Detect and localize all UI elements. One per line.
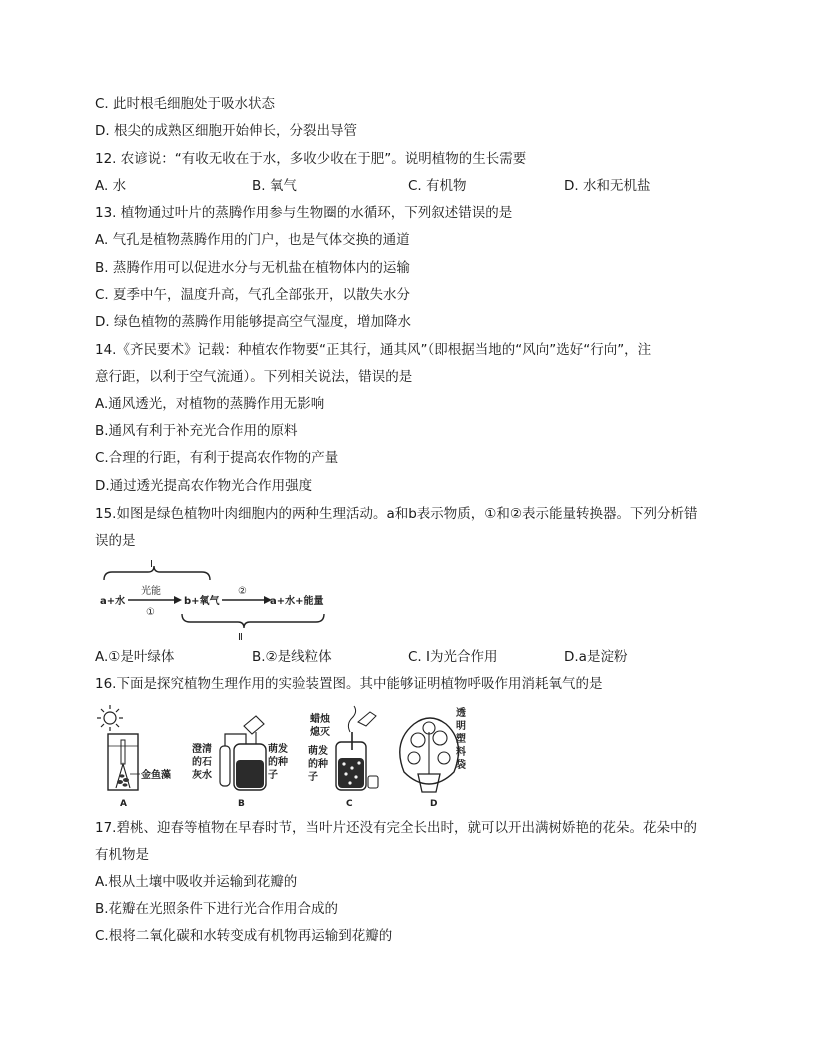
- arrow-1-bottom-label: ①: [146, 607, 155, 618]
- apparatus-a: [97, 705, 171, 809]
- label-goldfish-weed: 金鱼藻: [141, 770, 171, 781]
- apparatus-b: [192, 716, 288, 809]
- brace-ii: [182, 614, 324, 628]
- label-bag-3: 塑: [456, 734, 466, 745]
- hand-icon: [358, 712, 376, 726]
- q15-option-b: B.②是线粒体: [252, 649, 332, 665]
- q14-option-b: B.通风有利于补充光合作用的原料: [95, 423, 298, 439]
- brace-i: [104, 566, 210, 580]
- label-candle-1: 蜡烛: [310, 714, 330, 725]
- q12-option-b: B. 氧气: [252, 178, 297, 194]
- aquatic-plant-icon: [117, 774, 129, 786]
- label-seeds-c-1: 萌发: [308, 746, 328, 757]
- caption-a: A: [120, 799, 127, 809]
- q15-process-diagram: [98, 558, 338, 642]
- q13-option-b: B. 蒸腾作用可以促进水分与无机盐在植物体内的运输: [95, 260, 410, 276]
- middle-substances: b+氧气: [184, 596, 220, 607]
- label-seeds-c-3: 子: [308, 772, 318, 783]
- limewater-tube: [220, 746, 230, 786]
- left-substances: a+水: [100, 596, 126, 607]
- right-substances: a+水+能量: [270, 596, 324, 607]
- sun-icon: [97, 705, 123, 731]
- q14-stem-line2: 意行距，以利于空气流通）。下列相关说法，错误的是: [95, 369, 413, 385]
- q14-option-a: A.通风透光，对植物的蒸腾作用无影响: [95, 396, 325, 412]
- q17-stem-line2: 有机物是: [95, 847, 149, 863]
- q14-stem-line1: 14.《齐民要术》记载：种植农作物要“正其行，通其风”（即根据当地的“风向”选好“行向”，注: [95, 342, 652, 358]
- q12-option-d: D. 水和无机盐: [564, 178, 651, 194]
- q15-option-a: A.①是叶绿体: [95, 649, 175, 665]
- q11-option-c: C. 此时根毛细胞处于吸水状态: [95, 96, 276, 112]
- q12-option-a: A. 水: [95, 178, 127, 194]
- label-i: Ⅰ: [150, 559, 153, 570]
- jar-lid: [368, 776, 378, 788]
- q14-option-d: D.通过透光提高农作物光合作用强度: [95, 478, 313, 494]
- q12-stem: 12. 农谚说：“有收无收在于水，多收少收在于肥”。说明植物的生长需要: [95, 151, 527, 167]
- q17-stem-line1: 17.碧桃、迎春等植物在早春时节，当叶片还没有完全长出时，就可以开出满树娇艳的花朵。花朵中的: [95, 820, 697, 836]
- caption-d: D: [430, 799, 438, 809]
- arrow-2-top-label: ②: [238, 586, 247, 597]
- label-bag-1: 透: [456, 708, 466, 719]
- q17-option-c: C.根将二氧化碳和水转变成有机物再运输到花瓣的: [95, 928, 393, 944]
- label-bag-2: 明: [456, 721, 466, 732]
- q15-option-c: C. Ⅰ为光合作用: [408, 649, 498, 665]
- q11-option-d: D. 根尖的成熟区细胞开始伸长，分裂出导管: [95, 123, 357, 139]
- caption-b: B: [238, 799, 245, 809]
- q13-option-a: A. 气孔是植物蒸腾作用的门户，也是气体交换的通道: [95, 232, 410, 248]
- apparatus-d: [400, 706, 466, 809]
- label-limewater-3: 灰水: [192, 770, 212, 781]
- label-candle-2: 熄灭: [310, 727, 330, 738]
- label-seeds-b-2: 的种: [268, 757, 288, 768]
- q12-option-c: C. 有机物: [408, 178, 467, 194]
- q13-option-c: C. 夏季中午，温度升高，气孔全部张开，以散失水分: [95, 287, 411, 303]
- q16-apparatus-figure: [96, 702, 476, 810]
- apparatus-c: [308, 706, 378, 809]
- label-seeds-c-2: 的种: [308, 759, 328, 770]
- q17-option-a: A.根从土壤中吸收并运输到花瓣的: [95, 874, 298, 890]
- q13-option-d: D. 绿色植物的蒸腾作用能够提高空气湿度，增加降水: [95, 314, 411, 330]
- label-bag-5: 袋: [456, 760, 466, 771]
- arrow-1-top-label: 光能: [141, 586, 161, 597]
- label-ii: Ⅱ: [238, 632, 243, 642]
- smoke-icon: [348, 706, 355, 732]
- label-limewater-1: 澄清: [192, 744, 212, 755]
- q16-stem: 16.下面是探究植物生理作用的实验装置图。其中能够证明植物呼吸作用消耗氧气的是: [95, 676, 603, 692]
- q15-stem-line1: 15.如图是绿色植物叶肉细胞内的两种生理活动。a和b表示物质，①和②表示能量转换器。下列分析错: [95, 506, 698, 522]
- label-seeds-b-3: 子: [268, 770, 278, 781]
- q15-stem-line2: 误的是: [95, 533, 136, 549]
- label-seeds-b-1: 萌发: [268, 744, 288, 755]
- arrow-1-head: [174, 596, 182, 604]
- label-bag-4: 料: [456, 747, 466, 758]
- q15-option-d: D.a是淀粉: [564, 649, 628, 665]
- q13-stem: 13. 植物通过叶片的蒸腾作用参与生物圈的水循环，下列叙述错误的是: [95, 205, 513, 221]
- q14-option-c: C.合理的行距，有利于提高农作物的产量: [95, 450, 339, 466]
- label-limewater-2: 的石: [192, 757, 212, 768]
- pouring-funnel: [244, 716, 264, 734]
- caption-c: C: [346, 799, 353, 809]
- q17-option-b: B.花瓣在光照条件下进行光合作用合成的: [95, 901, 339, 917]
- plant-leaves-icon: [408, 722, 450, 774]
- beaker-a: [108, 734, 138, 790]
